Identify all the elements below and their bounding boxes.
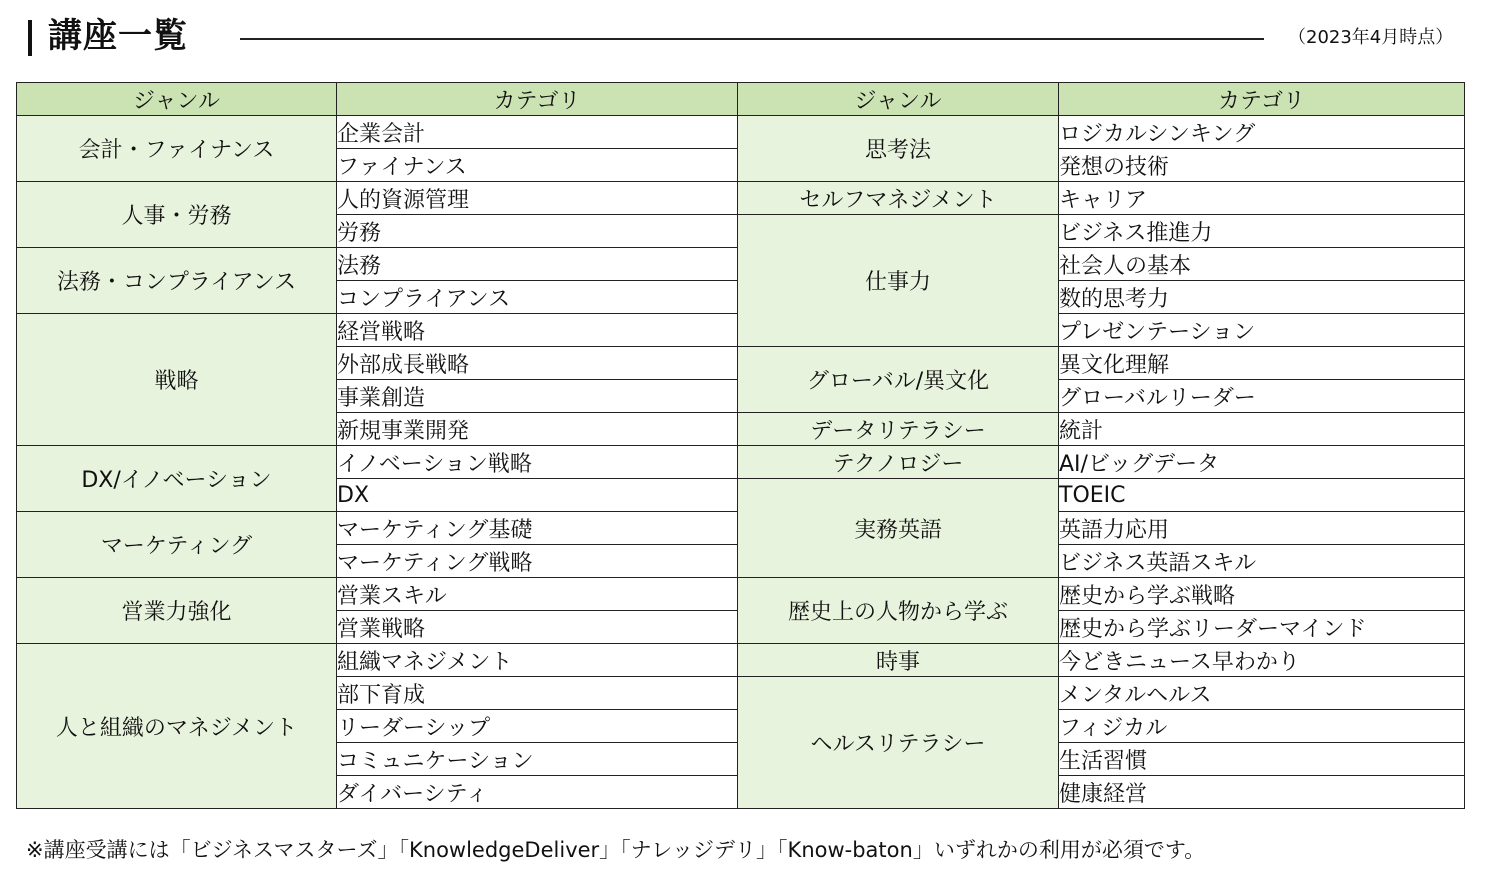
genre-cell: マーケティング: [17, 512, 337, 578]
column-header-genre-left: ジャンル: [17, 83, 337, 116]
category-cell: AI/ビッグデータ: [1059, 446, 1465, 479]
category-cell: TOEIC: [1059, 479, 1465, 512]
genre-cell: 人事・労務: [17, 182, 337, 248]
title-divider: [240, 38, 1264, 40]
genre-cell: 戦略: [17, 314, 337, 446]
category-cell: 部下育成: [337, 677, 738, 710]
category-cell: ビジネス英語スキル: [1059, 545, 1465, 578]
footnote: ※講座受講には「ビジネスマスターズ」「KnowledgeDeliver」「ナレッジデリ」「Know-baton」いずれかの利用が必須です。: [26, 838, 1206, 862]
column-header-category-left: カテゴリ: [337, 83, 738, 116]
category-cell: DX: [337, 479, 738, 512]
category-cell: 生活習慣: [1059, 743, 1465, 776]
category-cell: 英語力応用: [1059, 512, 1465, 545]
genre-cell: DX/イノベーション: [17, 446, 337, 512]
category-cell: プレゼンテーション: [1059, 314, 1465, 347]
genre-cell: データリテラシー: [738, 413, 1059, 446]
category-cell: 事業創造: [337, 380, 738, 413]
category-cell: キャリア: [1059, 182, 1465, 215]
genre-cell: ヘルスリテラシー: [738, 677, 1059, 809]
table-row: [17, 116, 1465, 149]
category-cell: 歴史から学ぶ戦略: [1059, 578, 1465, 611]
category-cell: グローバルリーダー: [1059, 380, 1465, 413]
category-cell: 健康経営: [1059, 776, 1465, 809]
title-accent-bar: [28, 20, 32, 56]
category-cell: ビジネス推進力: [1059, 215, 1465, 248]
category-cell: 今どきニュース早わかり: [1059, 644, 1465, 677]
category-cell: 発想の技術: [1059, 149, 1465, 182]
category-cell: ダイバーシティ: [337, 776, 738, 809]
genre-cell: 法務・コンプライアンス: [17, 248, 337, 314]
table-row: [17, 446, 1465, 479]
category-cell: 数的思考力: [1059, 281, 1465, 314]
page-title: 講座一覧: [48, 16, 188, 56]
column-header-genre-right: ジャンル: [738, 83, 1059, 116]
genre-cell: 歴史上の人物から学ぶ: [738, 578, 1059, 644]
category-cell: マーケティング基礎: [337, 512, 738, 545]
category-cell: 組織マネジメント: [337, 644, 738, 677]
genre-cell: 実務英語: [738, 479, 1059, 578]
category-cell: ファイナンス: [337, 149, 738, 182]
category-cell: 異文化理解: [1059, 347, 1465, 380]
as-of-date: （2023年4月時点）: [1288, 27, 1454, 48]
category-cell: フィジカル: [1059, 710, 1465, 743]
category-cell: メンタルヘルス: [1059, 677, 1465, 710]
category-cell: 人的資源管理: [337, 182, 738, 215]
category-cell: イノベーション戦略: [337, 446, 738, 479]
genre-cell: 時事: [738, 644, 1059, 677]
genre-cell: 人と組織のマネジメント: [17, 644, 337, 809]
category-cell: 経営戦略: [337, 314, 738, 347]
category-cell: リーダーシップ: [337, 710, 738, 743]
category-cell: 労務: [337, 215, 738, 248]
genre-cell: セルフマネジメント: [738, 182, 1059, 215]
category-cell: 歴史から学ぶリーダーマインド: [1059, 611, 1465, 644]
genre-cell: 思考法: [738, 116, 1059, 182]
category-cell: マーケティング戦略: [337, 545, 738, 578]
genre-cell: 会計・ファイナンス: [17, 116, 337, 182]
course-table: [16, 82, 1465, 809]
category-cell: 法務: [337, 248, 738, 281]
table-row: [17, 644, 1465, 677]
genre-cell: グローバル/異文化: [738, 347, 1059, 413]
table-row: [17, 578, 1465, 611]
genre-cell: テクノロジー: [738, 446, 1059, 479]
category-cell: 新規事業開発: [337, 413, 738, 446]
category-cell: コンプライアンス: [337, 281, 738, 314]
category-cell: 外部成長戦略: [337, 347, 738, 380]
table-row: [17, 182, 1465, 215]
category-cell: 営業戦略: [337, 611, 738, 644]
category-cell: 統計: [1059, 413, 1465, 446]
category-cell: 営業スキル: [337, 578, 738, 611]
genre-cell: 仕事力: [738, 215, 1059, 347]
category-cell: ロジカルシンキング: [1059, 116, 1465, 149]
category-cell: コミュニケーション: [337, 743, 738, 776]
table-header-row: [17, 83, 1465, 116]
category-cell: 企業会計: [337, 116, 738, 149]
genre-cell: 営業力強化: [17, 578, 337, 644]
page-header: [24, 12, 1464, 62]
category-cell: 社会人の基本: [1059, 248, 1465, 281]
column-header-category-right: カテゴリ: [1059, 83, 1465, 116]
